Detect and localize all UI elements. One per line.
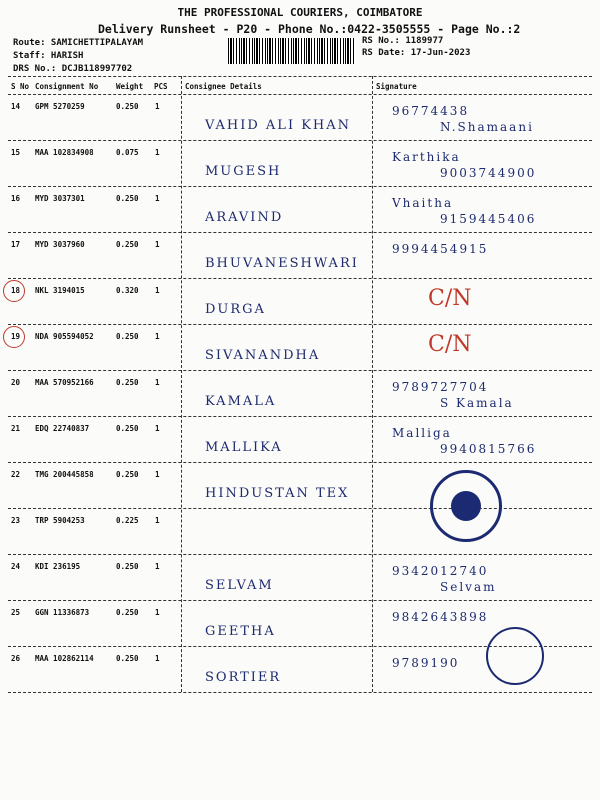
table-row xyxy=(0,464,600,510)
company-title: THE PROFESSIONAL COURIERS, COIMBATORE xyxy=(177,6,423,19)
row-weight: 0.250 xyxy=(116,608,139,617)
row-signature: 9994454915 xyxy=(392,242,489,256)
row-pcs: 1 xyxy=(155,516,160,525)
row-sno: 24 xyxy=(11,562,21,571)
row-weight: 0.075 xyxy=(116,148,139,157)
row-pcs: 1 xyxy=(155,608,160,617)
row-consignment-no: TMG 200445858 xyxy=(35,470,94,479)
row-signature-note: 9159445406 xyxy=(440,212,537,226)
row-signature-note: 9940815766 xyxy=(440,442,537,456)
row-weight: 0.250 xyxy=(116,470,139,479)
row-weight: 0.320 xyxy=(116,286,139,295)
table-row xyxy=(0,188,600,234)
row-consignee-name: GEETHA xyxy=(205,624,276,639)
row-sno: 15 xyxy=(11,148,21,157)
table-row xyxy=(0,142,600,188)
row-divider xyxy=(8,416,592,417)
row-consignee-name: VAHID ALI KHAN xyxy=(205,118,352,133)
table-row xyxy=(0,326,600,372)
row-pcs: 1 xyxy=(155,148,160,157)
col-consignment: Consignment No xyxy=(35,82,99,91)
table-row xyxy=(0,96,600,142)
row-signature: 9789727704 xyxy=(392,380,489,394)
row-consignee-name: BHUVANESHWARI xyxy=(205,256,359,271)
row-consignment-no: MAA 102862114 xyxy=(35,654,94,663)
col-signature: Signature xyxy=(376,82,417,91)
col-weight: Weight xyxy=(116,82,144,91)
col-consignee: Consignee Details xyxy=(185,82,262,91)
barcode xyxy=(228,38,356,64)
row-pcs: 1 xyxy=(155,654,160,663)
row-consignment-no: MAA 570952166 xyxy=(35,378,94,387)
row-consignee-name: SELVAM xyxy=(205,578,274,593)
table-row xyxy=(0,556,600,602)
col-pcs: PCS xyxy=(154,82,168,91)
row-weight: 0.250 xyxy=(116,562,139,571)
row-signature: 9342012740 xyxy=(392,564,489,578)
row-signature: 9842643898 xyxy=(392,610,489,624)
row-pcs: 1 xyxy=(155,424,160,433)
row-signature: Karthika xyxy=(392,150,461,164)
row-divider xyxy=(8,692,592,693)
drs-number: DRS No.: DCJB118997702 xyxy=(13,64,133,74)
row-consignee-name: HINDUSTAN TEX xyxy=(205,486,350,501)
col-sno: S No xyxy=(11,82,30,91)
row-sno: 18 xyxy=(11,286,21,295)
row-consignee-name: ARAVIND xyxy=(205,210,284,225)
row-divider xyxy=(8,370,592,371)
row-pcs: 1 xyxy=(155,470,160,479)
row-pcs: 1 xyxy=(155,194,160,203)
row-signature: C/N xyxy=(428,332,472,357)
row-consignment-no: GPM 5270259 xyxy=(35,102,85,111)
row-signature: C/N xyxy=(428,286,472,311)
row-signature-note: N.Shamaani xyxy=(440,120,534,134)
row-divider xyxy=(8,278,592,279)
row-pcs: 1 xyxy=(155,102,160,111)
row-weight: 0.250 xyxy=(116,194,139,203)
row-divider xyxy=(8,324,592,325)
row-signature-note: Selvam xyxy=(440,580,497,594)
row-consignee-name: MUGESH xyxy=(205,164,282,179)
row-sno: 20 xyxy=(11,378,21,387)
row-divider xyxy=(8,600,592,601)
row-divider xyxy=(8,554,592,555)
header-bottom-rule xyxy=(8,94,592,95)
row-pcs: 1 xyxy=(155,286,160,295)
row-weight: 0.250 xyxy=(116,378,139,387)
row-sno: 22 xyxy=(11,470,21,479)
row-consignee-name: DURGA xyxy=(205,302,266,317)
courier-office-stamp xyxy=(486,627,544,685)
row-consignment-no: TRP 5904253 xyxy=(35,516,85,525)
row-divider xyxy=(8,232,592,233)
row-pcs: 1 xyxy=(155,240,160,249)
rs-date: RS Date: 17-Jun-2023 xyxy=(362,48,471,58)
row-signature: Malliga xyxy=(392,426,452,440)
row-divider xyxy=(8,140,592,141)
row-signature-note: S Kamala xyxy=(440,396,514,410)
row-sno: 21 xyxy=(11,424,21,433)
row-pcs: 1 xyxy=(155,378,160,387)
row-consignment-no: MYD 3037960 xyxy=(35,240,85,249)
table-row xyxy=(0,234,600,280)
table-row xyxy=(0,280,600,326)
row-consignee-name: KAMALA xyxy=(205,394,277,409)
table-row xyxy=(0,372,600,418)
row-signature-note: 9003744900 xyxy=(440,166,537,180)
row-sno: 23 xyxy=(11,516,21,525)
row-signature: 96774438 xyxy=(392,104,470,118)
row-weight: 0.250 xyxy=(116,240,139,249)
row-pcs: 1 xyxy=(155,332,160,341)
row-divider xyxy=(8,186,592,187)
row-consignment-no: KDI 236195 xyxy=(35,562,81,571)
route-label: Route: SAMICHETTIPALAYAM xyxy=(13,38,144,48)
row-sno: 14 xyxy=(11,102,21,111)
header-top-rule xyxy=(8,76,592,77)
row-sno: 25 xyxy=(11,608,21,617)
circled-serial-mark xyxy=(3,280,25,302)
hindustan-textiles-stamp xyxy=(430,470,502,542)
row-sno: 17 xyxy=(11,240,21,249)
row-consignment-no: NKL 3194015 xyxy=(35,286,85,295)
row-weight: 0.250 xyxy=(116,424,139,433)
row-signature: Vhaitha xyxy=(392,196,454,210)
row-weight: 0.250 xyxy=(116,654,139,663)
row-consignee-name: SORTIER xyxy=(205,670,282,685)
row-weight: 0.225 xyxy=(116,516,139,525)
table-row xyxy=(0,510,600,556)
row-consignment-no: EDQ 22740837 xyxy=(35,424,90,433)
circled-serial-mark xyxy=(3,326,25,348)
row-consignee-name: MALLIKA xyxy=(205,440,283,455)
row-sno: 26 xyxy=(11,654,21,663)
row-consignment-no: NDA 905594052 xyxy=(35,332,94,341)
row-signature: 9789190 xyxy=(392,656,460,670)
row-consignment-no: GGN 11336873 xyxy=(35,608,90,617)
row-consignment-no: MYD 3037301 xyxy=(35,194,85,203)
runsheet-subtitle: Delivery Runsheet - P20 - Phone No.:0422-3505555 - Page No.:2 xyxy=(98,22,521,36)
row-sno: 16 xyxy=(11,194,21,203)
row-consignment-no: MAA 102834908 xyxy=(35,148,94,157)
table-row xyxy=(0,418,600,464)
row-pcs: 1 xyxy=(155,562,160,571)
row-divider xyxy=(8,508,592,509)
row-weight: 0.250 xyxy=(116,332,139,341)
staff-label: Staff: HARISH xyxy=(13,51,84,61)
row-divider xyxy=(8,462,592,463)
row-consignee-name: SIVANANDHA xyxy=(205,348,321,363)
rs-number: RS No.: 1189977 xyxy=(362,36,444,46)
row-sno: 19 xyxy=(11,332,21,341)
row-weight: 0.250 xyxy=(116,102,139,111)
